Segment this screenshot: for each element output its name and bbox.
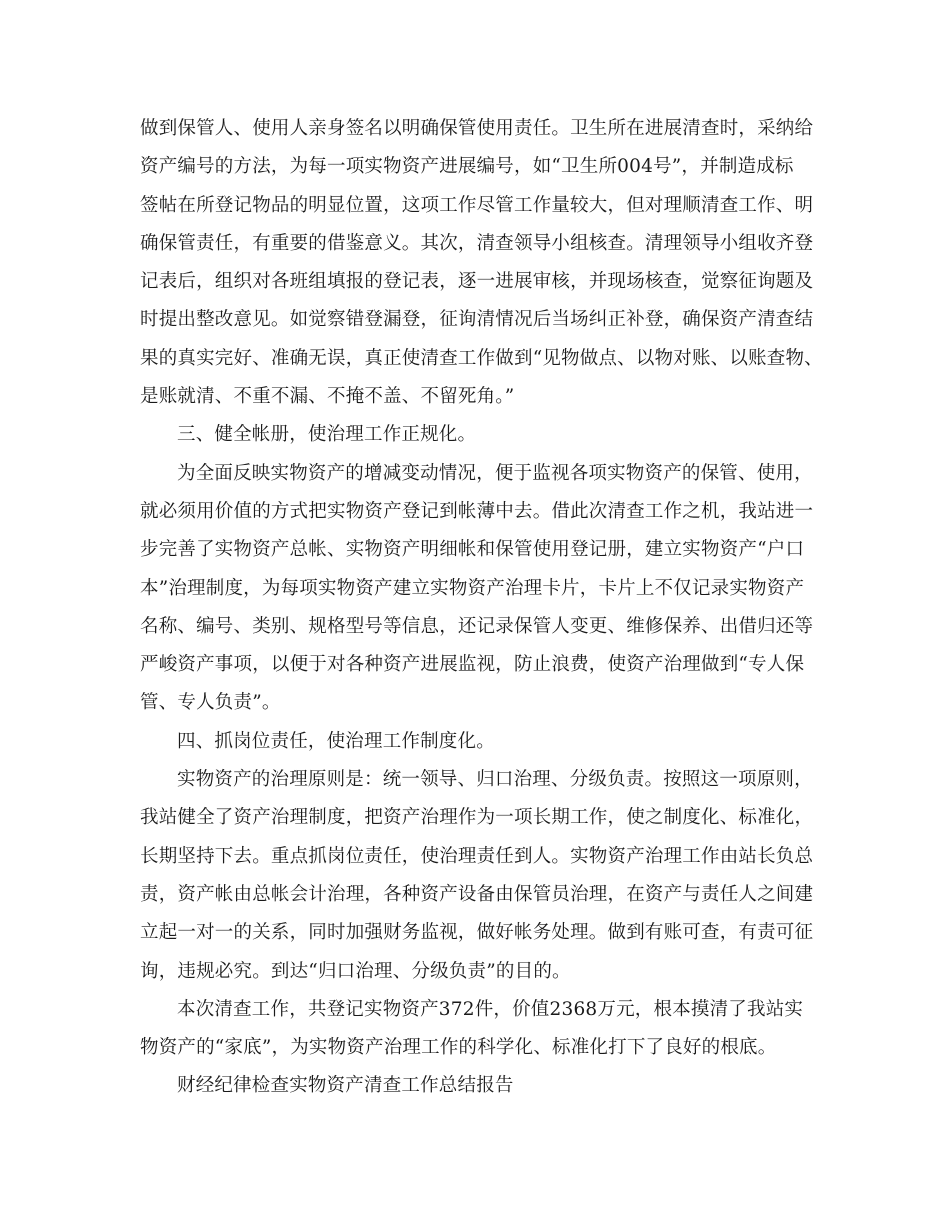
text-line: 就必须用价值的方式把实物资产登记到帐薄中去。借此次清查工作之机，我站进一 bbox=[140, 500, 814, 522]
document-body bbox=[140, 110, 823, 1106]
text-line: 步完善了实物资产总帐、实物资产明细帐和保管使用登记册，建立实物资产“户口 bbox=[140, 539, 805, 561]
text-line: 资产编号的方法，为每一项实物资产进展编号，如“卫生所004号”，并制造成标 bbox=[140, 156, 794, 178]
paragraph bbox=[140, 493, 820, 723]
paragraph bbox=[140, 799, 820, 990]
text-line: 实物资产的治理原则是：统一领导、归口治理、分级负责。按照这一项原则， bbox=[177, 769, 813, 791]
paragraph bbox=[140, 723, 820, 761]
text-line: 询，违规必究。到达“归口治理、分级负责”的目的。 bbox=[140, 960, 571, 982]
paragraph bbox=[140, 110, 823, 416]
text-line: 本”治理制度，为每项实物资产建立实物资产治理卡片，卡片上不仅记录实物资产 bbox=[140, 577, 805, 599]
text-line: 三、健全帐册，使治理工作正规化。 bbox=[177, 424, 477, 446]
text-line: 管、专人负责”。 bbox=[140, 692, 281, 714]
text-line: 为全面反映实物资产的增减变动情况，便于监视各项实物资产的保管、使用， bbox=[177, 462, 813, 484]
text-line: 严峻资产事项，以便于对各种资产进展监视，防止浪费，使资产治理做到“专人保 bbox=[140, 654, 805, 676]
text-line: 名称、编号、类别、规格型号等信息，还记录保管人变更、维修保养、出借归还等 bbox=[140, 615, 814, 637]
paragraph bbox=[140, 1067, 820, 1105]
text-line: 四、抓岗位责任，使治理工作制度化。 bbox=[177, 730, 495, 752]
text-line: 本次清查工作，共登记实物资产372件，价值2368万元，根本摸清了我站实 bbox=[177, 998, 804, 1020]
text-line: 签帖在所登记物品的明显位置，这项工作尽管工作量较大，但对理顺清查工作、明 bbox=[140, 194, 814, 216]
paragraph bbox=[140, 991, 820, 1029]
text-line: 做到保管人、使用人亲身签名以明确保管使用责任。卫生所在进展清查时，采纳给 bbox=[140, 118, 814, 139]
paragraph bbox=[140, 761, 820, 799]
text-line: 财经纪律检查实物资产清查工作总结报告 bbox=[177, 1075, 514, 1097]
text-line: 记表后，组织对各班组填报的登记表，逐一进展审核，并现场核查，觉察征询题及 bbox=[140, 271, 814, 293]
text-line: 确保管责任，有重要的借鉴意义。其次，清查领导小组核查。清理领导小组收齐登 bbox=[140, 232, 814, 254]
text-line: 果的真实完好、准确无误，真正使清查工作做到“见物做点、以物对账、以账查物、 bbox=[140, 347, 823, 369]
paragraph bbox=[140, 455, 820, 493]
text-line: 物资产的“家底”，为实物资产治理工作的科学化、标准化打下了良好的根底。 bbox=[140, 1037, 777, 1059]
text-line: 长期坚持下去。重点抓岗位责任，使治理责任到人。实物资产治理工作由站长负总 bbox=[140, 845, 814, 867]
text-line: 时提出整改意见。如觉察错登漏登，征询清情况后当场纠正补登，确保资产清查结 bbox=[140, 309, 814, 331]
text-line: 责，资产帐由总帐会计治理，各种资产设备由保管员治理，在资产与责任人之间建 bbox=[140, 883, 814, 905]
text-line: 立起一对一的关系，同时加强财务监视，做好帐务处理。做到有账可查，有责可征 bbox=[140, 922, 814, 944]
paragraph bbox=[140, 416, 820, 454]
paragraph bbox=[140, 1029, 820, 1067]
text-line: 我站健全了资产治理制度，把资产治理作为一项长期工作，使之制度化、标准化， bbox=[140, 807, 814, 829]
text-line: 是账就清、不重不漏、不掩不盖、不留死角。” bbox=[140, 386, 515, 408]
